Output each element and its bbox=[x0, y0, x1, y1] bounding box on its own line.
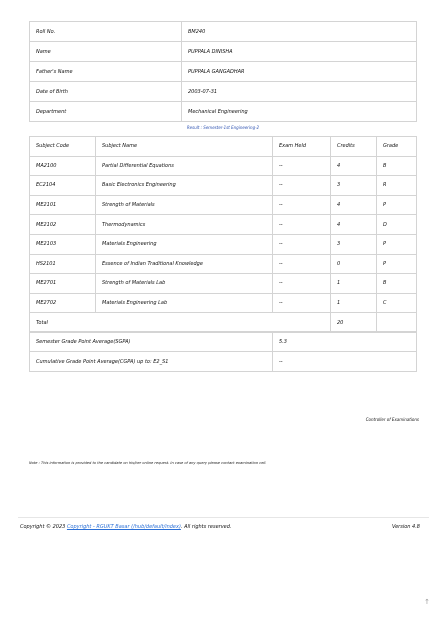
grade-cell: C bbox=[377, 293, 417, 313]
info-label: Name bbox=[30, 42, 182, 62]
footer-copyright bbox=[20, 524, 232, 530]
table-row bbox=[30, 176, 417, 196]
student-info-table bbox=[29, 21, 417, 122]
summary-label: Semester Grade Point Average(SGPA) bbox=[30, 332, 273, 352]
info-value: 2003-07-31 bbox=[182, 82, 417, 102]
subject-name-cell: Partial Differential Equations bbox=[96, 156, 273, 176]
subject-name-cell: Strength of Materials Lab bbox=[96, 274, 273, 294]
subject-code-cell: ME2702 bbox=[30, 293, 96, 313]
info-row bbox=[30, 102, 417, 122]
credits-cell: 1 bbox=[331, 274, 377, 294]
note-text: Note : This information is provided to the candidate on his/her online request. In case of any query please contact examination cell. bbox=[29, 461, 267, 465]
exam-held-cell: -- bbox=[273, 234, 331, 254]
grade-cell: B bbox=[377, 274, 417, 294]
column-header: Credits bbox=[331, 137, 377, 157]
summary-value: 5.3 bbox=[273, 332, 417, 352]
credits-cell: 3 bbox=[331, 176, 377, 196]
exam-held-cell: -- bbox=[273, 195, 331, 215]
summary-value: -- bbox=[273, 352, 417, 372]
column-header: Exam Held bbox=[273, 137, 331, 157]
exam-held-cell: -- bbox=[273, 293, 331, 313]
table-row bbox=[30, 195, 417, 215]
subject-name-cell: Strength of Materials bbox=[96, 195, 273, 215]
info-value: Mechanical Engineering bbox=[182, 102, 417, 122]
subject-code-cell: ME2103 bbox=[30, 234, 96, 254]
grade-cell: B bbox=[377, 156, 417, 176]
credits-cell: 4 bbox=[331, 195, 377, 215]
table-row bbox=[30, 274, 417, 294]
subject-name-cell: Thermodynamics bbox=[96, 215, 273, 235]
copyright-link[interactable]: Copyright - RGUKT Basar (/hub/default/index) bbox=[66, 524, 181, 530]
info-label: Date of Birth bbox=[30, 82, 182, 102]
table-row bbox=[30, 254, 417, 274]
credits-cell: 4 bbox=[331, 215, 377, 235]
subject-code-cell: EC2104 bbox=[30, 176, 96, 196]
subject-code-cell: ME2101 bbox=[30, 195, 96, 215]
info-label: Department bbox=[30, 102, 182, 122]
info-row bbox=[30, 82, 417, 102]
summary-row bbox=[30, 332, 417, 352]
subject-code-cell: ME2102 bbox=[30, 215, 96, 235]
total-label: Total bbox=[30, 313, 331, 333]
info-row bbox=[30, 42, 417, 62]
grade-cell: P bbox=[377, 254, 417, 274]
table-row bbox=[30, 156, 417, 176]
subject-name-cell: Materials Engineering bbox=[96, 234, 273, 254]
controller-signature: Controller of Examinations bbox=[365, 417, 419, 422]
grades-table bbox=[29, 136, 417, 333]
grades-header-row bbox=[30, 137, 417, 157]
table-row bbox=[30, 293, 417, 313]
copyright-suffix: . All rights reserved. bbox=[180, 524, 232, 530]
exam-held-cell: -- bbox=[273, 156, 331, 176]
grade-cell: P bbox=[377, 234, 417, 254]
column-header: Subject Code bbox=[30, 137, 96, 157]
info-value: BM240 bbox=[182, 22, 417, 42]
version-label: Version 4.8 bbox=[391, 524, 420, 530]
info-label: Father's Name bbox=[30, 62, 182, 82]
subject-code-cell: HS2101 bbox=[30, 254, 96, 274]
summary-label: Cumulative Grade Point Average(CGPA) up to: E2_S1 bbox=[30, 352, 273, 372]
exam-held-cell: -- bbox=[273, 176, 331, 196]
grade-cell: R bbox=[377, 176, 417, 196]
info-value: PUPPALA DINISHA bbox=[182, 42, 417, 62]
grade-cell: D bbox=[377, 215, 417, 235]
table-row bbox=[30, 234, 417, 254]
subject-code-cell: ME2701 bbox=[30, 274, 96, 294]
gpa-summary-table bbox=[29, 331, 417, 372]
info-row bbox=[30, 22, 417, 42]
result-caption: Result : Semester-1st Engineering-2 bbox=[186, 125, 260, 130]
total-credits: 20 bbox=[331, 313, 377, 333]
credits-cell: 3 bbox=[331, 234, 377, 254]
subject-name-cell: Materials Engineering Lab bbox=[96, 293, 273, 313]
credits-cell: 1 bbox=[331, 293, 377, 313]
exam-held-cell: -- bbox=[273, 274, 331, 294]
credits-cell: 0 bbox=[331, 254, 377, 274]
table-row bbox=[30, 215, 417, 235]
grade-cell: P bbox=[377, 195, 417, 215]
info-label: Roll No. bbox=[30, 22, 182, 42]
exam-held-cell: -- bbox=[273, 215, 331, 235]
subject-name-cell: Essence of Indian Traditional Knowledge bbox=[96, 254, 273, 274]
total-grade-empty bbox=[377, 313, 417, 333]
credits-cell: 4 bbox=[331, 156, 377, 176]
column-header: Subject Name bbox=[96, 137, 273, 157]
info-value: PUPPALA GANGADHAR bbox=[182, 62, 417, 82]
subject-name-cell: Basic Electronics Engineering bbox=[96, 176, 273, 196]
exam-held-cell: -- bbox=[273, 254, 331, 274]
info-row bbox=[30, 62, 417, 82]
total-row bbox=[30, 313, 417, 333]
copyright-prefix: Copyright © 2023 bbox=[20, 524, 66, 530]
summary-row bbox=[30, 352, 417, 372]
footer-divider bbox=[18, 517, 429, 518]
column-header: Grade bbox=[377, 137, 417, 157]
subject-code-cell: MA2100 bbox=[30, 156, 96, 176]
arrow-up-icon[interactable]: ↑ bbox=[424, 598, 430, 606]
